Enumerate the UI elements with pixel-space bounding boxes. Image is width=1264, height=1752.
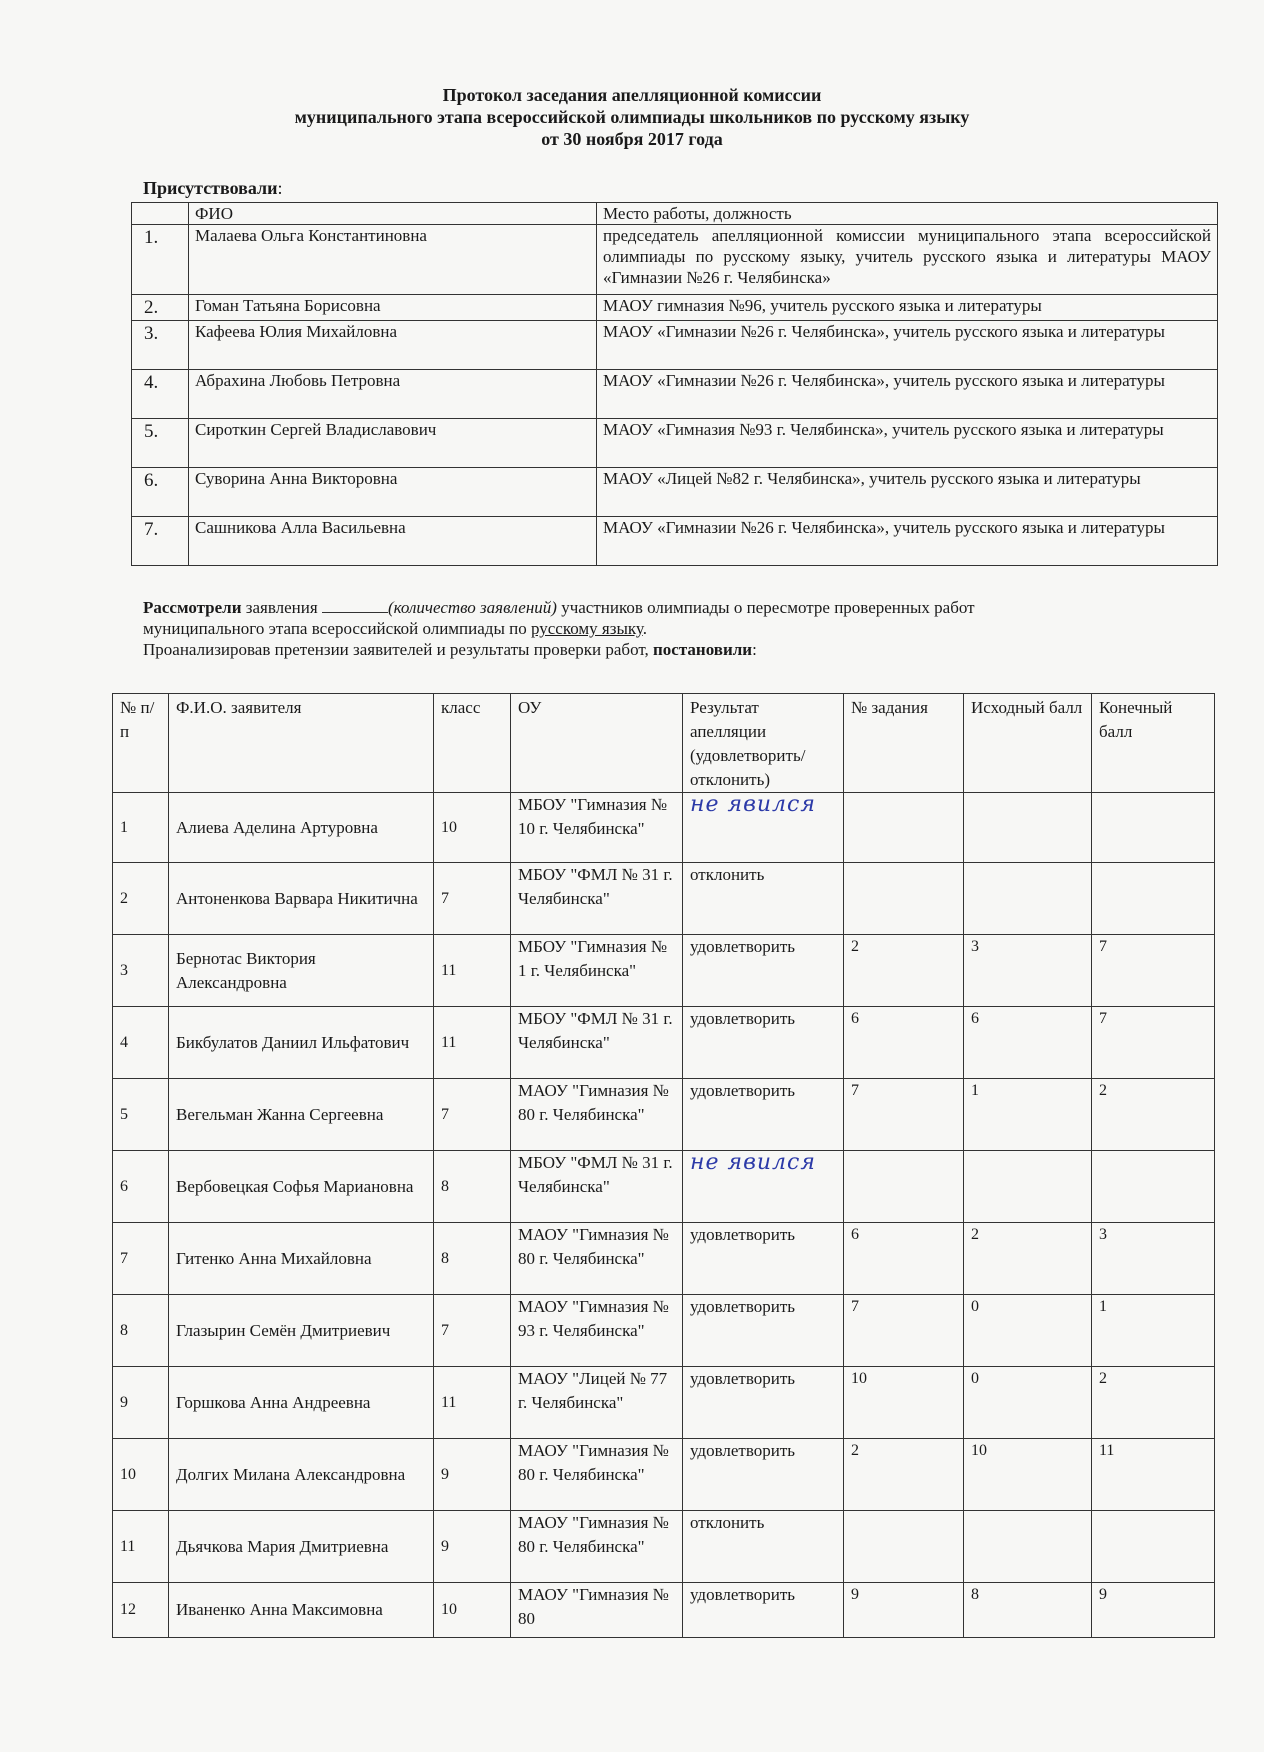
appeal-row-number: 12 <box>113 1583 169 1638</box>
appeals-header-row <box>113 694 1215 793</box>
appeal-school: МАОУ "Гимназия № 80 <box>511 1583 683 1638</box>
appeal-school: МБОУ "Гимназия № 10 г. Челябинска" <box>511 793 683 863</box>
appeal-initial-score: 10 <box>964 1439 1092 1511</box>
appeal-initial-score: 8 <box>964 1583 1092 1638</box>
commission-member-position: МАОУ «Гимназия №93 г. Челябинска», учитель русского языка и литературы <box>597 419 1218 468</box>
appeal-task-number: 2 <box>844 935 964 1007</box>
commission-member-name: Кафеева Юлия Михайловна <box>189 321 597 370</box>
appeal-result: отклонить <box>683 1511 844 1583</box>
appeal-result: удовлетворить <box>683 1367 844 1439</box>
appeal-grade: 9 <box>434 1439 511 1511</box>
appeal-school: МБОУ "ФМЛ № 31 г. Челябинска" <box>511 863 683 935</box>
appeal-result: удовлетворить <box>683 1583 844 1638</box>
considered-line-1 <box>143 598 975 618</box>
appeal-result: удовлетворить <box>683 1007 844 1079</box>
commission-member-name: Гоман Татьяна Борисовна <box>189 295 597 321</box>
appeal-grade: 7 <box>434 863 511 935</box>
appeal-final-score: 3 <box>1092 1223 1215 1295</box>
appeal-task-number <box>844 863 964 935</box>
appeal-grade: 9 <box>434 1511 511 1583</box>
appeal-initial-score <box>964 1151 1092 1223</box>
commission-row-number: 3. <box>132 321 189 370</box>
appeal-result: удовлетворить <box>683 935 844 1007</box>
appeal-initial-score: 1 <box>964 1079 1092 1151</box>
commission-row <box>132 295 1218 321</box>
appeal-row <box>113 935 1215 1007</box>
commission-row <box>132 517 1218 566</box>
appeal-applicant-name: Антоненкова Варвара Никитична <box>169 863 434 935</box>
appeal-grade: 8 <box>434 1223 511 1295</box>
appeal-school: МАОУ "Гимназия № 93 г. Челябинска" <box>511 1295 683 1367</box>
considered-bold: Рассмотрели <box>143 598 242 617</box>
commission-member-name: Абрахина Любовь Петровна <box>189 370 597 419</box>
appeal-row-number: 11 <box>113 1511 169 1583</box>
commission-member-position: МАОУ «Гимназии №26 г. Челябинска», учитель русского языка и литературы <box>597 517 1218 566</box>
appeal-row <box>113 1367 1215 1439</box>
appeal-task-number: 6 <box>844 1007 964 1079</box>
commission-row-number: 7. <box>132 517 189 566</box>
header-subtitle: муниципального этапа всероссийской олимпиады школьников по русскому языку <box>294 107 970 127</box>
appeal-final-score: 2 <box>1092 1367 1215 1439</box>
appeal-result-cell <box>683 1151 844 1223</box>
commission-header-name: ФИО <box>189 203 597 225</box>
appeal-task-number <box>844 1151 964 1223</box>
appeal-row-number: 6 <box>113 1151 169 1223</box>
commission-member-name: Сашникова Алла Васильевна <box>189 517 597 566</box>
appeal-row <box>113 1007 1215 1079</box>
appeal-final-score <box>1092 863 1215 935</box>
count-blank-line <box>322 598 388 613</box>
appeal-initial-score: 0 <box>964 1295 1092 1367</box>
appeal-final-score <box>1092 1511 1215 1583</box>
commission-table <box>131 202 1218 566</box>
appeal-grade: 8 <box>434 1151 511 1223</box>
commission-row-number: 1. <box>132 225 189 295</box>
appeal-row-number: 1 <box>113 793 169 863</box>
appeals-table <box>112 693 1215 1638</box>
handwritten-result: не явился <box>690 792 816 817</box>
appeal-task-number <box>844 1511 964 1583</box>
appeal-school: МАОУ "Гимназия № 80 г. Челябинска" <box>511 1223 683 1295</box>
appeal-row <box>113 1223 1215 1295</box>
appeal-initial-score: 6 <box>964 1007 1092 1079</box>
appeal-applicant-name: Бернотас Виктория Александровна <box>169 935 434 1007</box>
commission-row-number: 4. <box>132 370 189 419</box>
appeal-row-number: 10 <box>113 1439 169 1511</box>
appeal-row-number: 4 <box>113 1007 169 1079</box>
appeal-result: отклонить <box>683 863 844 935</box>
appeal-row <box>113 1079 1215 1151</box>
appeal-school: МАОУ "Гимназия № 80 г. Челябинска" <box>511 1079 683 1151</box>
considered-line3-end: : <box>752 640 757 659</box>
appeal-school: МАОУ "Лицей № 77 г. Челябинска" <box>511 1367 683 1439</box>
col-header-initial: Исходный балл <box>964 694 1092 793</box>
appeal-grade: 7 <box>434 1079 511 1151</box>
appeal-final-score: 1 <box>1092 1295 1215 1367</box>
commission-header-row <box>132 203 1218 225</box>
header-title: Протокол заседания апелляционной комиссии <box>442 85 822 105</box>
col-header-final: Конечный балл <box>1092 694 1215 793</box>
considered-line3-bold: постановили <box>653 640 753 659</box>
appeal-applicant-name: Долгих Милана Александровна <box>169 1439 434 1511</box>
commission-row <box>132 419 1218 468</box>
appeal-applicant-name: Бикбулатов Даниил Ильфатович <box>169 1007 434 1079</box>
appeal-final-score: 9 <box>1092 1583 1215 1638</box>
appeal-final-score <box>1092 1151 1215 1223</box>
appeal-row <box>113 1583 1215 1638</box>
commission-member-position: МАОУ «Гимназии №26 г. Челябинска», учитель русского языка и литературы <box>597 321 1218 370</box>
appeal-initial-score: 3 <box>964 935 1092 1007</box>
considered-text1: заявления <box>241 598 322 617</box>
appeal-task-number: 7 <box>844 1079 964 1151</box>
appeal-row-number: 2 <box>113 863 169 935</box>
appeal-task-number: 6 <box>844 1223 964 1295</box>
appeal-final-score <box>1092 793 1215 863</box>
commission-row-number: 5. <box>132 419 189 468</box>
appeal-initial-score <box>964 793 1092 863</box>
commission-member-position: МАОУ гимназия №96, учитель русского языка и литературы <box>597 295 1218 321</box>
commission-row <box>132 321 1218 370</box>
considered-line-2 <box>143 619 647 639</box>
appeal-initial-score <box>964 863 1092 935</box>
appeal-school: МБОУ "Гимназия № 1 г. Челябинска" <box>511 935 683 1007</box>
considered-line3-text: Проанализировав претензии заявителей и результаты проверки работ, <box>143 640 654 659</box>
considered-line-3 <box>143 640 757 660</box>
appeal-row-number: 3 <box>113 935 169 1007</box>
considered-italic: (количество заявлений) <box>387 598 557 617</box>
appeal-grade: 11 <box>434 935 511 1007</box>
commission-row-number: 2. <box>132 295 189 321</box>
appeal-grade: 10 <box>434 793 511 863</box>
col-header-result: Результат апелляции (удовлетворить/ отклонить) <box>683 694 844 793</box>
appeal-applicant-name: Глазырин Семён Дмитриевич <box>169 1295 434 1367</box>
appeal-applicant-name: Горшкова Анна Андреевна <box>169 1367 434 1439</box>
appeal-grade: 11 <box>434 1367 511 1439</box>
commission-member-position: председатель апелляционной комиссии муниципального этапа всероссийской олимпиады по русскому языку, учитель русского языка и литературы МАОУ «Гимназии №26 г. Челябинска» <box>597 225 1218 295</box>
commission-header-position: Место работы, должность <box>597 203 1218 225</box>
col-header-school: ОУ <box>511 694 683 793</box>
appeal-result: удовлетворить <box>683 1439 844 1511</box>
commission-member-name: Сироткин Сергей Владиславович <box>189 419 597 468</box>
considered-line2-end: . <box>642 619 647 638</box>
appeal-applicant-name: Иваненко Анна Максимовна <box>169 1583 434 1638</box>
appeal-initial-score: 0 <box>964 1367 1092 1439</box>
appeal-school: МБОУ "ФМЛ № 31 г. Челябинска" <box>511 1007 683 1079</box>
present-label-text: Присутствовали <box>143 178 278 198</box>
header-date: от 30 ноября 2017 года <box>541 129 723 149</box>
appeal-result: удовлетворить <box>683 1295 844 1367</box>
considered-text2: участников олимпиады о пересмотре проверенных работ <box>556 598 975 617</box>
present-label-suffix: : <box>277 178 283 198</box>
appeal-task-number: 9 <box>844 1583 964 1638</box>
appeal-school: МБОУ "ФМЛ № 31 г. Челябинска" <box>511 1151 683 1223</box>
appeal-row-number: 5 <box>113 1079 169 1151</box>
appeal-applicant-name: Вербовецкая Софья Мариановна <box>169 1151 434 1223</box>
commission-member-position: МАОУ «Гимназии №26 г. Челябинска», учитель русского языка и литературы <box>597 370 1218 419</box>
appeal-applicant-name: Дьячкова Мария Дмитриевна <box>169 1511 434 1583</box>
commission-member-name: Малаева Ольга Константиновна <box>189 225 597 295</box>
handwritten-result: не явился <box>690 1150 816 1175</box>
appeal-task-number: 2 <box>844 1439 964 1511</box>
appeal-result: удовлетворить <box>683 1079 844 1151</box>
present-label <box>143 178 283 199</box>
appeal-applicant-name: Алиева Аделина Артуровна <box>169 793 434 863</box>
appeal-row <box>113 793 1215 863</box>
appeal-grade: 7 <box>434 1295 511 1367</box>
appeal-final-score: 7 <box>1092 935 1215 1007</box>
appeal-task-number <box>844 793 964 863</box>
commission-member-name: Суворина Анна Викторовна <box>189 468 597 517</box>
appeal-school: МАОУ "Гимназия № 80 г. Челябинска" <box>511 1511 683 1583</box>
commission-row <box>132 468 1218 517</box>
appeal-grade: 11 <box>434 1007 511 1079</box>
appeal-row <box>113 1439 1215 1511</box>
col-header-grade: класс <box>434 694 511 793</box>
appeal-grade: 10 <box>434 1583 511 1638</box>
appeal-initial-score <box>964 1511 1092 1583</box>
commission-row-number: 6. <box>132 468 189 517</box>
appeal-row-number: 7 <box>113 1223 169 1295</box>
col-header-num: № п/п <box>113 694 169 793</box>
appeal-result-cell <box>683 793 844 863</box>
col-header-task: № задания <box>844 694 964 793</box>
commission-header-num <box>132 203 189 225</box>
appeal-final-score: 11 <box>1092 1439 1215 1511</box>
col-header-name: Ф.И.О. заявителя <box>169 694 434 793</box>
appeal-final-score: 2 <box>1092 1079 1215 1151</box>
appeal-row <box>113 1511 1215 1583</box>
commission-row <box>132 225 1218 295</box>
appeal-applicant-name: Гитенко Анна Михайловна <box>169 1223 434 1295</box>
appeal-row <box>113 1295 1215 1367</box>
appeal-initial-score: 2 <box>964 1223 1092 1295</box>
appeal-row-number: 8 <box>113 1295 169 1367</box>
appeal-row-number: 9 <box>113 1367 169 1439</box>
appeal-row <box>113 863 1215 935</box>
appeal-school: МАОУ "Гимназия № 80 г. Челябинска" <box>511 1439 683 1511</box>
appeal-final-score: 7 <box>1092 1007 1215 1079</box>
appeal-task-number: 7 <box>844 1295 964 1367</box>
appeal-result: удовлетворить <box>683 1223 844 1295</box>
appeal-task-number: 10 <box>844 1367 964 1439</box>
subject-underlined: русскому языку <box>530 619 643 638</box>
commission-row <box>132 370 1218 419</box>
considered-line2-text: муниципального этапа всероссийской олимпиады по <box>143 619 531 638</box>
document-header <box>0 84 1264 150</box>
appeal-applicant-name: Вегельман Жанна Сергеевна <box>169 1079 434 1151</box>
appeal-row <box>113 1151 1215 1223</box>
commission-member-position: МАОУ «Лицей №82 г. Челябинска», учитель русского языка и литературы <box>597 468 1218 517</box>
